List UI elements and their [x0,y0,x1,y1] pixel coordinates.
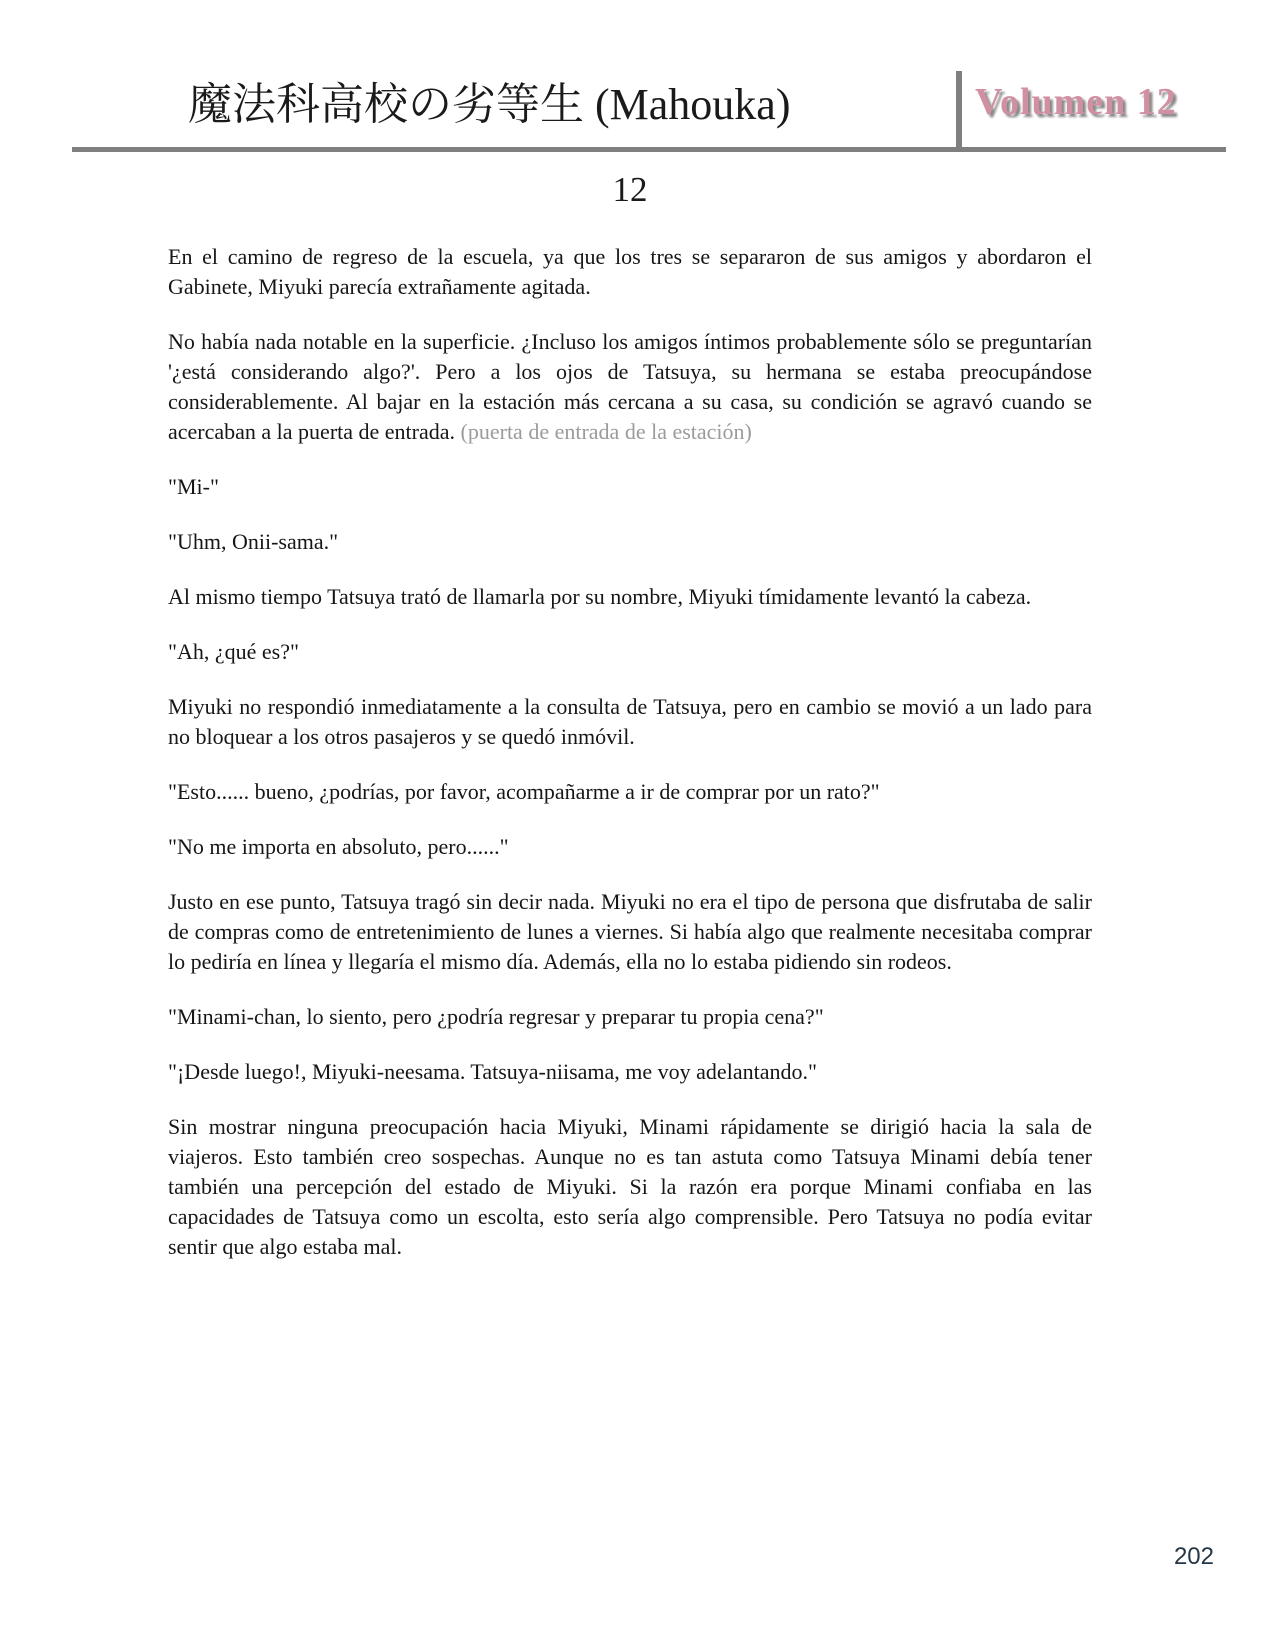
paragraph [168,472,1092,502]
page-number: 202 [1173,1543,1214,1570]
paragraph [168,1057,1092,1087]
paragraph-text: "Minami-chan, lo siento, pero ¿podría regresar y preparar tu propia cena?" [168,1004,824,1029]
paragraph-text: "Mi-" [168,474,219,499]
paragraph [168,692,1092,752]
paragraph [168,582,1092,612]
paragraph-text: Justo en ese punto, Tatsuya tragó sin decir nada. Miyuki no era el tipo de persona que disfrutaba de salir de compras como de entretenimiento de lunes a viernes. Si había algo que realmente necesitaba comprar lo pediría en línea y llegaría el mismo día. Además, ella no lo estaba pidiendo sin rodeos. [168,889,1092,974]
paragraph [168,1002,1092,1032]
paragraph-text: "No me importa en absoluto, pero......" [168,834,509,859]
document-title: 魔法科高校の劣等生 (Mahouka) [188,80,791,129]
volume-label: Volumen 12 [975,81,1177,123]
paragraph [168,637,1092,667]
paragraph-text: "Ah, ¿qué es?" [168,639,299,664]
paragraph-text: Miyuki no respondió inmediatamente a la consulta de Tatsuya, pero en cambio se movió a un lado para no bloquear a los otros pasajeros y se quedó inmóvil. [168,694,1092,749]
paragraph [168,1112,1092,1262]
paragraph [168,832,1092,862]
paragraph-text: "¡Desde luego!, Miyuki-neesama. Tatsuya-niisama, me voy adelantando." [168,1059,817,1084]
header-rule [72,147,1226,152]
paragraph-text: "Uhm, Onii-sama." [168,529,339,554]
paragraph [168,887,1092,977]
paragraph-text: Al mismo tiempo Tatsuya trató de llamarla por su nombre, Miyuki tímidamente levantó la cabeza. [168,584,1032,609]
chapter-content [168,170,1092,1287]
paragraph [168,777,1092,807]
translator-note: (puerta de entrada de la estación) [460,419,752,444]
header-divider-bar [956,71,962,152]
paragraph [168,242,1092,302]
paragraph-text: "Esto...... bueno, ¿podrías, por favor, acompañarme a ir de comprar por un rato?" [168,779,880,804]
chapter-heading: 12 [612,170,648,209]
paragraph [168,527,1092,557]
paragraphs [168,242,1092,1262]
paragraph-text: No había nada notable en la superficie. ¿Incluso los amigos íntimos probablemente sólo se preguntarían '¿está considerando algo?'. Pero a los ojos de Tatsuya, su hermana se estaba preocupándose considerablemente. Al bajar en la estación más cercana a su casa, su condición se agravó cuando se acercaban a la puerta de entrada. [168,329,1092,444]
paragraph-text: En el camino de regreso de la escuela, ya que los tres se separaron de sus amigos y abordaron el Gabinete, Miyuki parecía extrañamente agitada. [168,244,1092,299]
paragraph [168,327,1092,447]
paragraph-text: Sin mostrar ninguna preocupación hacia Miyuki, Minami rápidamente se dirigió hacia la sala de viajeros. Esto también creo sospechas. Aunque no es tan astuta como Tatsuya Minami debía tener también una percepción del estado de Miyuki. Si la razón era porque Minami confiaba en las capacidades de Tatsuya como un escolta, esto sería algo comprensible. Pero Tatsuya no podía evitar sentir que algo estaba mal. [168,1114,1092,1259]
